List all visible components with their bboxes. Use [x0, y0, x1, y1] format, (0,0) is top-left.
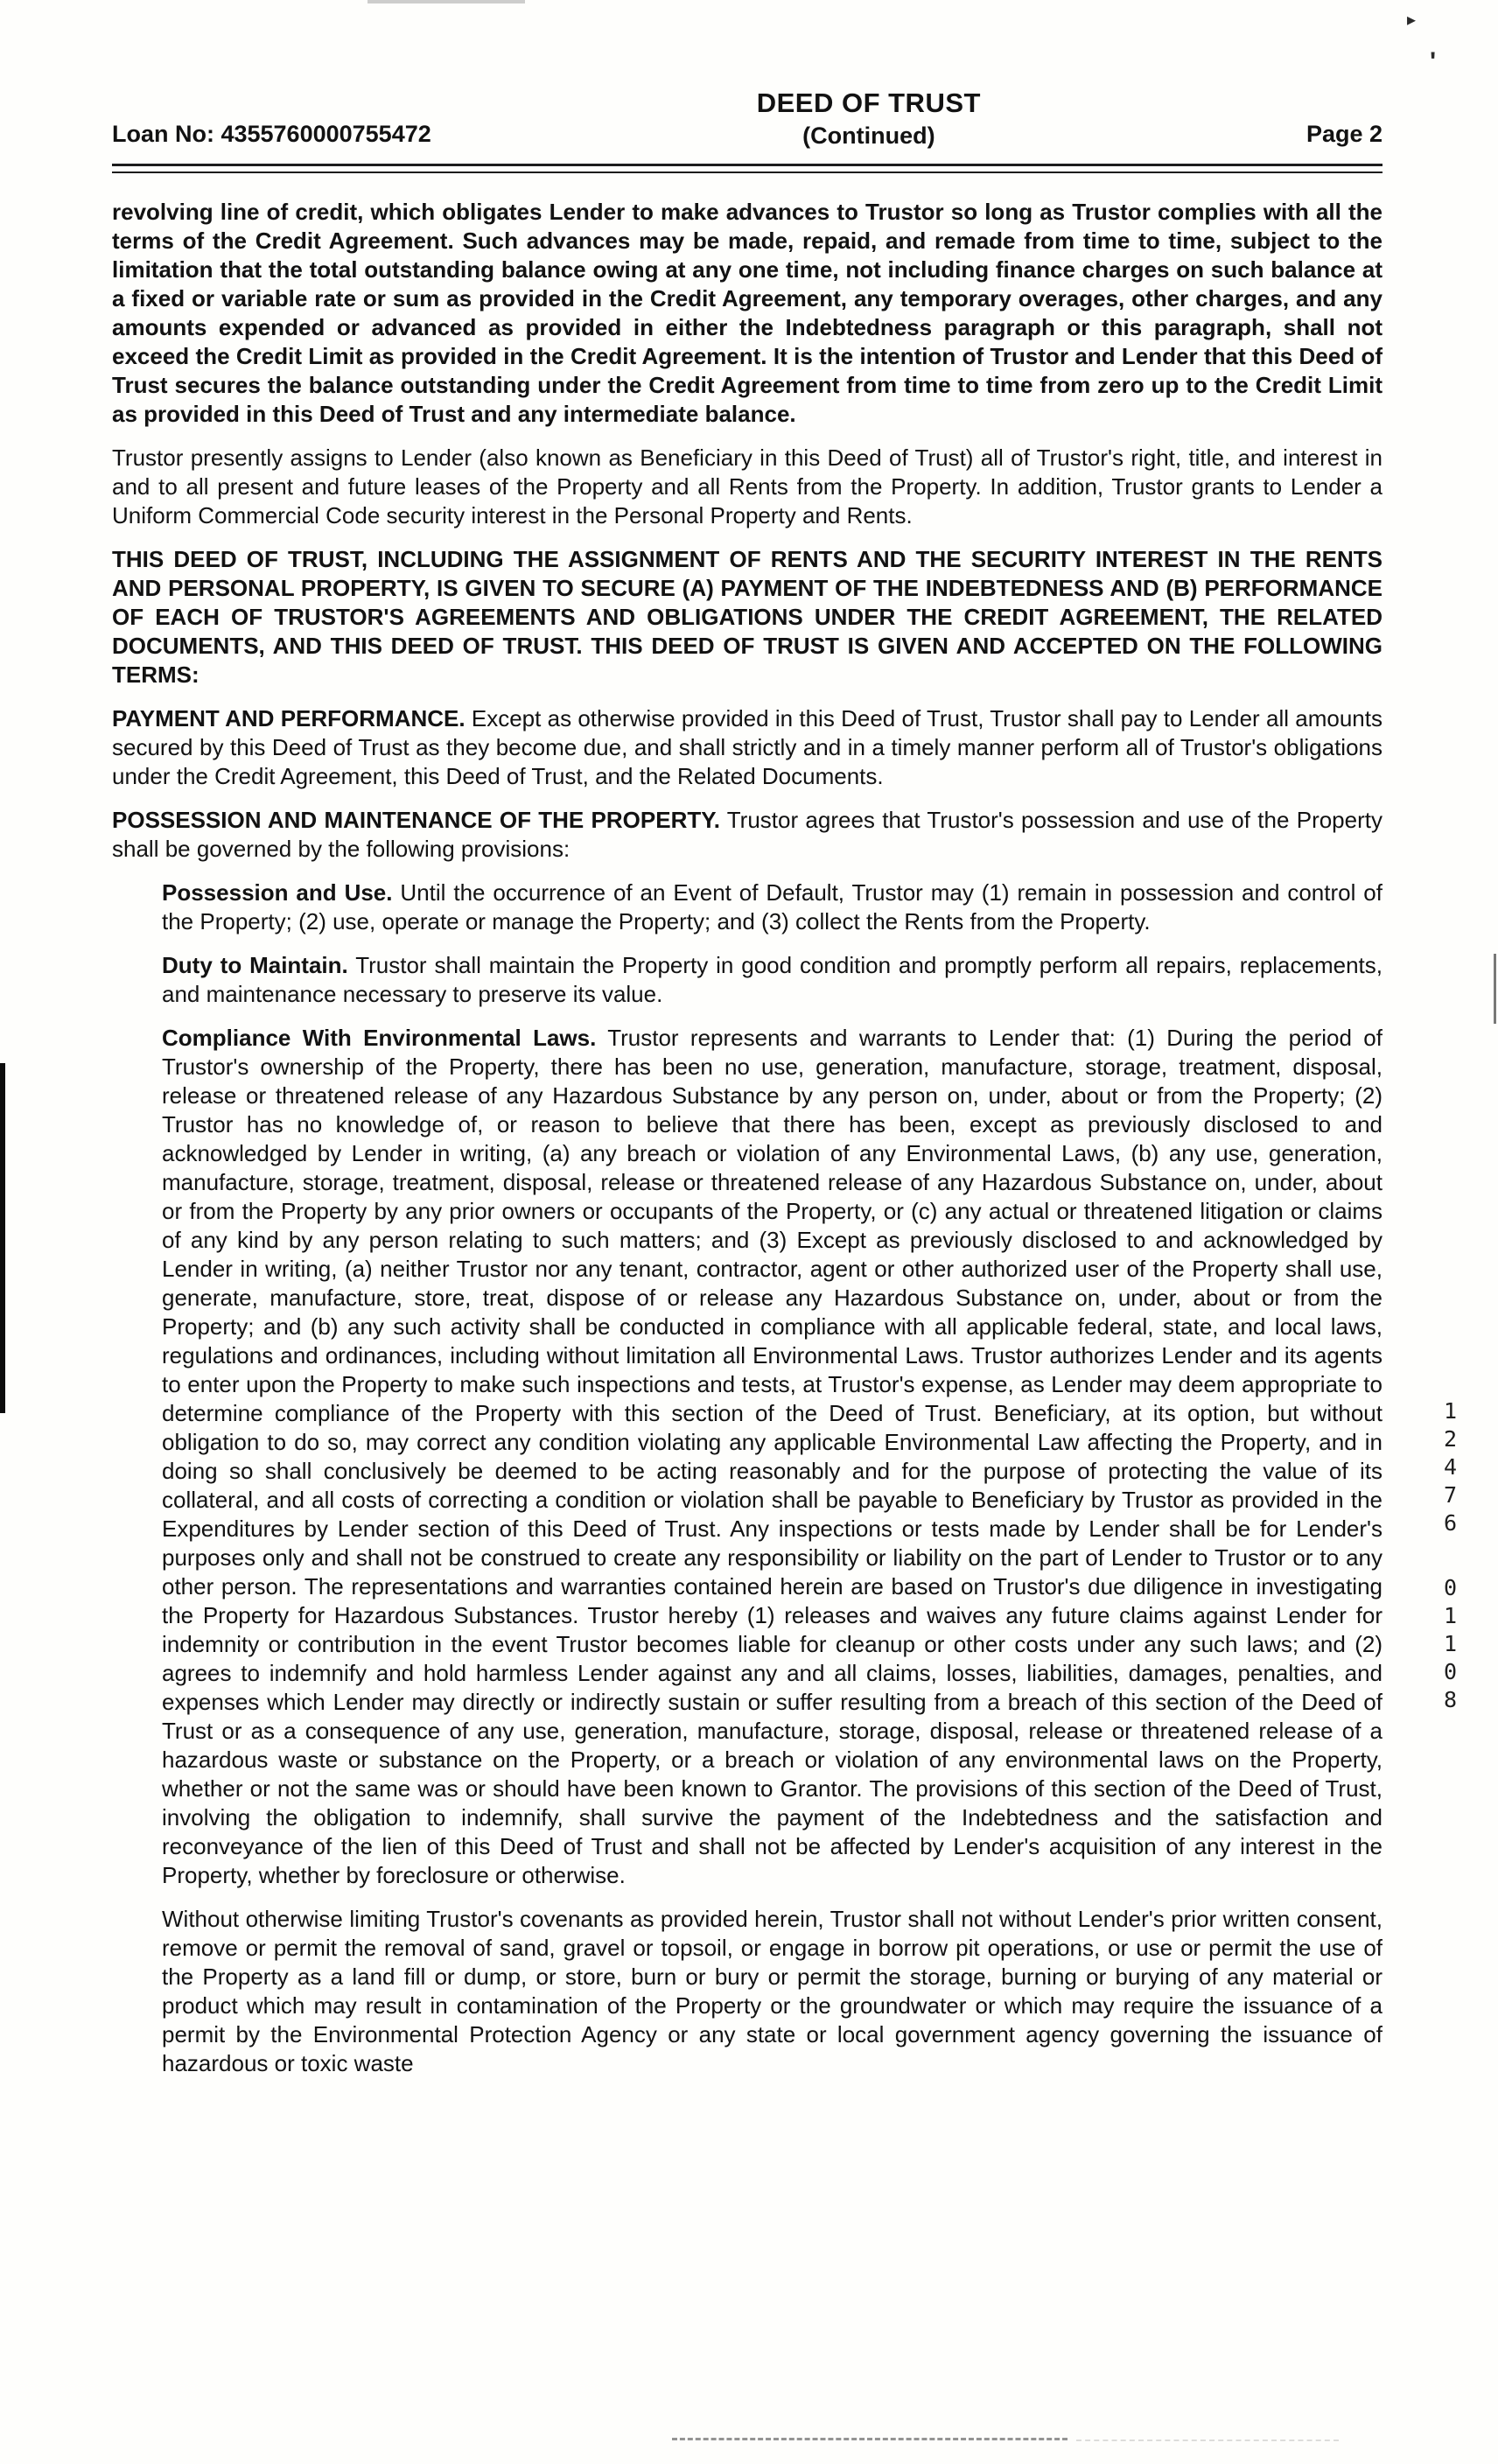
document-subtitle: (Continued): [802, 122, 935, 149]
scan-speck-icon: ': [1430, 47, 1437, 76]
subsection-heading-duty: Duty to Maintain.: [162, 952, 348, 978]
subsection-possession-and-use: [162, 878, 1382, 936]
section-heading-payment: PAYMENT AND PERFORMANCE.: [112, 705, 466, 732]
scan-artifact-right-edge-tick: [1494, 954, 1496, 1024]
loan-number: Loan No: 4355760000755472: [112, 121, 431, 147]
subsection-heading-compliance: Compliance With Environmental Laws.: [162, 1025, 597, 1051]
header-divider: [112, 164, 1382, 173]
document-body: [112, 198, 1382, 2078]
scan-artifact-left-edge-bar: [0, 1063, 5, 1413]
subsection-duty-to-maintain: [162, 951, 1382, 1009]
scan-artifact-bottom-dashes-faint: [1076, 2440, 1339, 2441]
paragraph-revolving-credit: revolving line of credit, which obligates Lender to make advances to Trustor so long as Trustor complies with all the terms of the Credit Agreement. Such advances may be made, repaid, and remade from time to time, subject to the limitation that the total outstanding balance owing at any one time, not including finance charges on such balance at a fixed or variable rate or sum as provided in the Credit Agreement, any temporary overages, other charges, and any amounts expended or advanced as provided in either the Indebtedness paragraph or this paragraph, shall not exceed the Credit Limit as provided in the Credit Agreement. It is the intention of Trustor and Lender that this Deed of Trust secures the balance outstanding under the Credit Agreement from time to time from zero up to the Credit Limit as provided in this Deed of Trust and any intermediate balance.: [112, 199, 1382, 427]
stamp-number-bottom: 01108: [1438, 1575, 1463, 1715]
document-title: DEED OF TRUST: [756, 88, 981, 118]
section-payment-and-performance: [112, 704, 1382, 791]
section-heading-possession: POSSESSION AND MAINTENANCE OF THE PROPERTY.: [112, 807, 720, 833]
stamp-number-top: 12476: [1438, 1398, 1463, 1538]
scan-speck-icon: ▸: [1407, 10, 1417, 30]
document-title-block: [431, 88, 1306, 150]
recorder-margin-stamp: [1438, 1398, 1463, 1715]
document-header: [112, 88, 1382, 150]
paragraph-given-to-secure: THIS DEED OF TRUST, INCLUDING THE ASSIGNMENT OF RENTS AND THE SECURITY INTEREST IN THE RENTS AND PERSONAL PROPERTY, IS GIVEN TO SECURE (A) PAYMENT OF THE INDEBTEDNESS AND (B) PERFORMANCE OF EACH OF TRUSTOR'S AGREEMENTS AND OBLIGATIONS UNDER THE CREDIT AGREEMENT, THE RELATED DOCUMENTS, AND THIS DEED OF TRUST. THIS DEED OF TRUST IS GIVEN AND ACCEPTED ON THE FOLLOWING TERMS:: [112, 546, 1382, 688]
section-text-payment: Except as otherwise provided in this Deed of Trust, Trustor shall pay to Lender all amounts secured by this Deed of Trust as they become due, and shall strictly and in a timely manner perform all of Trustor's obligations under the Credit Agreement, this Deed of Trust, and the Related Documents.: [112, 705, 1382, 789]
subsection-compliance-environmental-laws: [162, 1024, 1382, 1890]
paragraph-without-limiting-covenants: Without otherwise limiting Trustor's covenants as provided herein, Trustor shall not without Lender's prior written consent, remove or permit the removal of sand, gravel or topsoil, or engage in borrow pit operations, or use or permit the use of the Property as a land fill or dump, or store, burn or bury or permit the storage, burning or burying of any material or product which may result in contamination of the Property or the groundwater or which may require the issuance of a permit by the Environmental Protection Agency or any state or local government agency governing the issuance of hazardous or toxic waste: [162, 1906, 1382, 2076]
subsection-text-compliance: Trustor represents and warrants to Lender that: (1) During the period of Trustor's ownership of the Property, there has been no use, generation, manufacture, storage, treatment, disposal, release or threatened release of any Hazardous Substance by any person on, under, about or from the Property; (2) Trustor has no knowledge of, or reason to believe that there has been, except as previously disclosed to and acknowledged by Lender in writing, (a) any breach or violation of any Environmental Laws, (b) any use, generation, manufacture, storage, treatment, disposal, release or threatened release of any Hazardous Substance on, under, about or from the Property by any prior owners or occupants of the Property, or (c) any actual or threatened litigation or claims of any kind by any person relating to such matters; and (3) Except as previously disclosed to and acknowledged by Lender in writing, (a) neither Trustor nor any tenant, contractor, agent or other authorized user of the Property shall use, generate, manufacture, store, treat, dispose of or release any Hazardous Substance on, under, about or from the Property; and (b) any such activity shall be conducted in compliance with all applicable federal, state, and local laws, regulations and ordinances, including without limitation all Environmental Laws. Trustor authorizes Lender and its agents to enter upon the Property to make such inspections and tests, at Trustor's expense, as Lender may deem appropriate to determine compliance of the Property with this section of the Deed of Trust. Beneficiary, at its option, but without obligation to do so, may correct any condition violating any applicable Environmental Law affecting the Property, and in doing so shall conclusively be deemed to be acting reasonably and for the purpose of protecting the value of its collateral, and all costs of correcting a condition or violation shall be payable to Beneficiary by Trustor as provided in the Expenditures by Lender section of this Deed of Trust. Any inspections or tests made by Lender shall be for Lender's purposes only and shall not be construed to create any responsibility or liability on the part of Lender to Trustor or to any other person. The representations and warranties contained herein are based on Trustor's due diligence in investigating the Property for Hazardous Substances. Trustor hereby (1) releases and waives any future claims against Lender for indemnity or contribution in the event Trustor becomes liable for cleanup or other costs under any such laws; and (2) agrees to indemnify and hold harmless Lender against any and all claims, losses, liabilities, damages, penalties, and expenses which Lender may directly or indirectly sustain or suffer resulting from a breach of this section of the Deed of Trust or as a consequence of any use, generation, manufacture, storage, disposal, release or threatened release of a hazardous waste or substance on the Property, or a breach or violation of any environmental laws on the Property, whether or not the same was or should have been known to Grantor. The provisions of this section of the Deed of Trust, involving the obligation to indemnify, shall survive the payment of the Indebtedness and the satisfaction and reconveyance of the lien of this Deed of Trust and shall not be affected by Lender's acquisition of any interest in the Property, whether by foreclosure or otherwise.: [162, 1025, 1382, 1888]
section-possession-and-maintenance: [112, 806, 1382, 864]
scan-artifact-bottom-dashes: [672, 2438, 1068, 2440]
subsection-text-possession-use: Until the occurrence of an Event of Default, Trustor may (1) remain in possession and control of the Property; (2) use, operate or manage the Property; and (3) collect the Rents from the Property.: [162, 879, 1382, 934]
subsection-heading-possession-use: Possession and Use.: [162, 879, 393, 906]
section-text-possession: Trustor agrees that Trustor's possession and use of the Property shall be governed by the following provisions:: [112, 807, 1382, 862]
subsection-text-duty: Trustor shall maintain the Property in good condition and promptly perform all repairs, replacements, and maintenance necessary to preserve its value.: [162, 952, 1382, 1007]
paragraph-assignment-of-rents: Trustor presently assigns to Lender (also known as Beneficiary in this Deed of Trust) all of Trustor's right, title, and interest in and to all present and future leases of the Property and all Rents from the Property. In addition, Trustor grants to Lender a Uniform Commercial Code security interest in the Personal Property and Rents.: [112, 444, 1382, 528]
scan-artifact-top-smudge: [368, 0, 525, 4]
page-number: Page 2: [1306, 121, 1382, 147]
